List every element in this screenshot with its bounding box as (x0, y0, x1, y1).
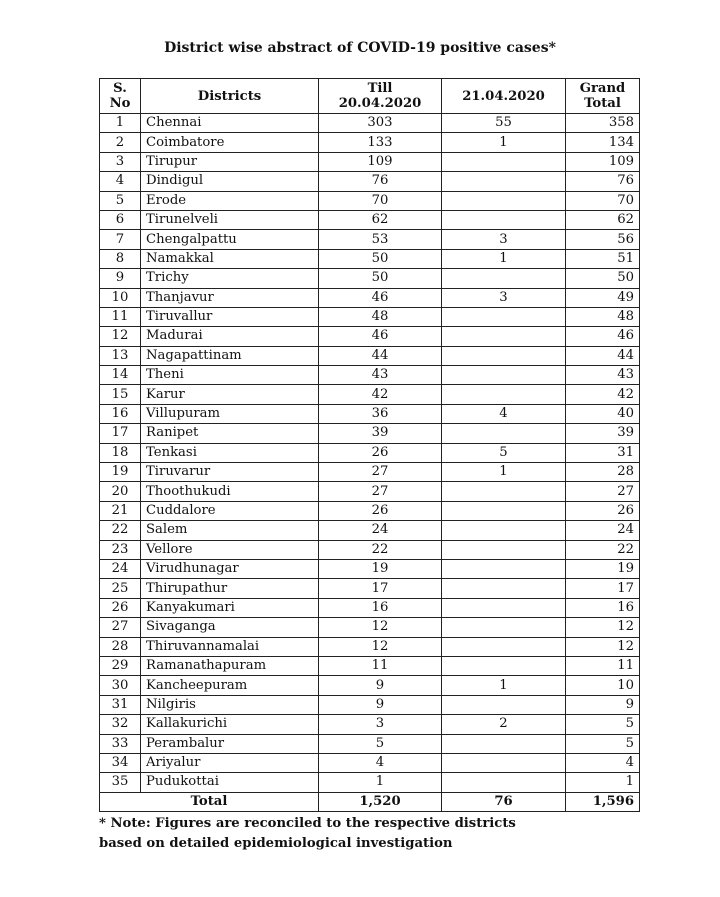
cell-today: 4 (442, 404, 566, 423)
cell-sno: 25 (100, 579, 141, 598)
cell-district: Chengalpattu (141, 230, 319, 249)
cell-district: Kallakurichi (141, 715, 319, 734)
cell-till: 11 (319, 656, 442, 675)
cell-district: Nilgiris (141, 695, 319, 714)
cell-today (442, 579, 566, 598)
cell-sno: 15 (100, 385, 141, 404)
cell-today: 1 (442, 249, 566, 268)
header-till (319, 79, 442, 114)
header-grand-line1: Grand (579, 81, 626, 96)
cell-till: 1 (319, 773, 442, 792)
header-till-line1: Till (367, 81, 393, 96)
cell-today (442, 191, 566, 210)
cell-today (442, 598, 566, 617)
cell-today: 1 (442, 133, 566, 152)
cell-today: 1 (442, 676, 566, 695)
cell-till: 9 (319, 695, 442, 714)
cell-grand-total: 5 (566, 734, 640, 753)
table-row (100, 715, 640, 734)
cell-district: Vellore (141, 540, 319, 559)
cell-sno: 1 (100, 114, 141, 133)
cell-today (442, 559, 566, 578)
cell-today (442, 269, 566, 288)
cell-grand-total: 11 (566, 656, 640, 675)
cell-district: Karur (141, 385, 319, 404)
cell-today (442, 307, 566, 326)
cell-grand-total: 27 (566, 482, 640, 501)
header-today: 21.04.2020 (442, 79, 566, 114)
table-row (100, 676, 640, 695)
cell-grand-total: 70 (566, 191, 640, 210)
cell-sno: 33 (100, 734, 141, 753)
cell-today: 3 (442, 288, 566, 307)
cell-grand-total: 22 (566, 540, 640, 559)
cell-till: 17 (319, 579, 442, 598)
table-row (100, 172, 640, 191)
cell-till: 76 (319, 172, 442, 191)
table-row (100, 773, 640, 792)
header-district: Districts (141, 79, 319, 114)
cell-till: 70 (319, 191, 442, 210)
cell-till: 36 (319, 404, 442, 423)
table-row (100, 656, 640, 675)
cell-grand-total: 12 (566, 637, 640, 656)
cell-till: 9 (319, 676, 442, 695)
cell-today: 5 (442, 443, 566, 462)
table-row (100, 501, 640, 520)
cell-sno: 34 (100, 753, 141, 772)
cell-till: 26 (319, 443, 442, 462)
cell-till: 50 (319, 269, 442, 288)
total-grand: 1,596 (566, 792, 640, 811)
cell-district: Chennai (141, 114, 319, 133)
cell-district: Perambalur (141, 734, 319, 753)
cell-district: Ariyalur (141, 753, 319, 772)
cell-sno: 13 (100, 346, 141, 365)
cell-district: Salem (141, 521, 319, 540)
cell-district: Thirupathur (141, 579, 319, 598)
table-row (100, 637, 640, 656)
cell-grand-total: 48 (566, 307, 640, 326)
table-row (100, 191, 640, 210)
cell-grand-total: 50 (566, 269, 640, 288)
cell-today: 55 (442, 114, 566, 133)
cell-sno: 18 (100, 443, 141, 462)
cell-till: 19 (319, 559, 442, 578)
cell-today (442, 327, 566, 346)
table-row (100, 521, 640, 540)
cell-sno: 31 (100, 695, 141, 714)
cell-grand-total: 109 (566, 152, 640, 171)
cell-till: 44 (319, 346, 442, 365)
cell-grand-total: 24 (566, 521, 640, 540)
cell-today (442, 501, 566, 520)
cell-district: Tenkasi (141, 443, 319, 462)
cell-grand-total: 26 (566, 501, 640, 520)
cell-sno: 9 (100, 269, 141, 288)
cell-till: 46 (319, 327, 442, 346)
cell-today (442, 482, 566, 501)
cell-sno: 19 (100, 463, 141, 482)
cell-grand-total: 17 (566, 579, 640, 598)
cell-grand-total: 40 (566, 404, 640, 423)
cell-district: Tiruvarur (141, 463, 319, 482)
cell-district: Ranipet (141, 424, 319, 443)
document-title: District wise abstract of COVID-19 positive cases* (164, 40, 556, 56)
total-till: 1,520 (319, 792, 442, 811)
cell-sno: 24 (100, 559, 141, 578)
cell-today (442, 734, 566, 753)
cell-sno: 22 (100, 521, 141, 540)
cell-sno: 3 (100, 152, 141, 171)
cell-today (442, 210, 566, 229)
cell-grand-total: 28 (566, 463, 640, 482)
cell-grand-total: 62 (566, 210, 640, 229)
cell-sno: 23 (100, 540, 141, 559)
cell-sno: 21 (100, 501, 141, 520)
cell-district: Kanyakumari (141, 598, 319, 617)
table-row (100, 210, 640, 229)
cell-today: 3 (442, 230, 566, 249)
table-row (100, 327, 640, 346)
cell-grand-total: 43 (566, 366, 640, 385)
cell-till: 16 (319, 598, 442, 617)
header-till-line2: 20.04.2020 (338, 96, 422, 111)
cell-today (442, 618, 566, 637)
cell-district: Tirunelveli (141, 210, 319, 229)
cell-till: 43 (319, 366, 442, 385)
table-row (100, 385, 640, 404)
cell-district: Pudukottai (141, 773, 319, 792)
table-row (100, 346, 640, 365)
cell-district: Villupuram (141, 404, 319, 423)
cell-grand-total: 42 (566, 385, 640, 404)
table-row (100, 734, 640, 753)
cell-till: 62 (319, 210, 442, 229)
cell-district: Namakkal (141, 249, 319, 268)
cell-till: 12 (319, 637, 442, 656)
cell-grand-total: 4 (566, 753, 640, 772)
cell-today (442, 656, 566, 675)
cell-sno: 11 (100, 307, 141, 326)
cell-sno: 4 (100, 172, 141, 191)
cell-grand-total: 49 (566, 288, 640, 307)
cell-district: Coimbatore (141, 133, 319, 152)
cell-till: 24 (319, 521, 442, 540)
cell-grand-total: 16 (566, 598, 640, 617)
cell-grand-total: 39 (566, 424, 640, 443)
cell-sno: 16 (100, 404, 141, 423)
cell-grand-total: 1 (566, 773, 640, 792)
cell-till: 12 (319, 618, 442, 637)
cell-till: 26 (319, 501, 442, 520)
cell-grand-total: 5 (566, 715, 640, 734)
cell-today (442, 637, 566, 656)
cell-grand-total: 19 (566, 559, 640, 578)
header-sno-line1: S. (113, 81, 127, 96)
header-grand-line2: Total (584, 96, 621, 111)
table-row (100, 404, 640, 423)
cell-today (442, 346, 566, 365)
cell-today (442, 540, 566, 559)
cell-today (442, 521, 566, 540)
table-row (100, 753, 640, 772)
cell-district: Cuddalore (141, 501, 319, 520)
cell-today (442, 152, 566, 171)
cell-sno: 7 (100, 230, 141, 249)
cell-grand-total: 51 (566, 249, 640, 268)
cell-sno: 32 (100, 715, 141, 734)
cell-grand-total: 31 (566, 443, 640, 462)
cell-till: 22 (319, 540, 442, 559)
footnote (99, 814, 516, 854)
cell-district: Dindigul (141, 172, 319, 191)
table-row (100, 443, 640, 462)
total-label: Total (100, 792, 319, 811)
cell-grand-total: 56 (566, 230, 640, 249)
cell-district: Tiruvallur (141, 307, 319, 326)
table-row (100, 540, 640, 559)
cell-district: Sivaganga (141, 618, 319, 637)
cell-today (442, 172, 566, 191)
cell-grand-total: 134 (566, 133, 640, 152)
cell-grand-total: 44 (566, 346, 640, 365)
cell-till: 42 (319, 385, 442, 404)
cell-sno: 35 (100, 773, 141, 792)
cell-sno: 5 (100, 191, 141, 210)
cell-district: Ramanathapuram (141, 656, 319, 675)
table-row (100, 307, 640, 326)
table-row (100, 249, 640, 268)
cell-district: Virudhunagar (141, 559, 319, 578)
cell-today (442, 695, 566, 714)
table-row (100, 463, 640, 482)
cell-sno: 6 (100, 210, 141, 229)
cell-sno: 10 (100, 288, 141, 307)
cell-district: Kancheepuram (141, 676, 319, 695)
cell-sno: 14 (100, 366, 141, 385)
table-row (100, 618, 640, 637)
cell-sno: 12 (100, 327, 141, 346)
table-row (100, 559, 640, 578)
cell-today: 1 (442, 463, 566, 482)
cell-sno: 28 (100, 637, 141, 656)
table-body (100, 114, 640, 793)
table-row (100, 598, 640, 617)
header-sno (100, 79, 141, 114)
cell-till: 27 (319, 482, 442, 501)
cell-district: Trichy (141, 269, 319, 288)
cell-grand-total: 10 (566, 676, 640, 695)
table-row (100, 579, 640, 598)
cell-till: 48 (319, 307, 442, 326)
cell-sno: 2 (100, 133, 141, 152)
cell-today (442, 773, 566, 792)
cell-till: 3 (319, 715, 442, 734)
cell-till: 27 (319, 463, 442, 482)
cell-till: 5 (319, 734, 442, 753)
cell-today (442, 424, 566, 443)
header-sno-line2: No (109, 96, 131, 111)
cell-today (442, 385, 566, 404)
district-cases-table (99, 78, 640, 812)
cell-sno: 8 (100, 249, 141, 268)
cell-grand-total: 76 (566, 172, 640, 191)
header-grand-total (566, 79, 640, 114)
cell-today (442, 366, 566, 385)
cell-grand-total: 9 (566, 695, 640, 714)
table-row (100, 366, 640, 385)
footnote-line1: * Note: Figures are reconciled to the respective districts (99, 816, 516, 831)
cell-till: 39 (319, 424, 442, 443)
cell-district: Thoothukudi (141, 482, 319, 501)
cell-sno: 26 (100, 598, 141, 617)
cell-district: Theni (141, 366, 319, 385)
table-row (100, 424, 640, 443)
cell-today: 2 (442, 715, 566, 734)
cell-sno: 30 (100, 676, 141, 695)
cell-sno: 17 (100, 424, 141, 443)
cell-district: Madurai (141, 327, 319, 346)
cell-district: Thanjavur (141, 288, 319, 307)
total-today: 76 (442, 792, 566, 811)
cell-grand-total: 46 (566, 327, 640, 346)
cell-district: Tirupur (141, 152, 319, 171)
cell-sno: 20 (100, 482, 141, 501)
cell-grand-total: 358 (566, 114, 640, 133)
cell-grand-total: 12 (566, 618, 640, 637)
table-row (100, 133, 640, 152)
cell-till: 4 (319, 753, 442, 772)
cell-till: 133 (319, 133, 442, 152)
table-row (100, 482, 640, 501)
cell-till: 53 (319, 230, 442, 249)
table-row (100, 230, 640, 249)
total-row (100, 792, 640, 811)
cell-till: 303 (319, 114, 442, 133)
cell-district: Erode (141, 191, 319, 210)
cell-till: 50 (319, 249, 442, 268)
table-row (100, 152, 640, 171)
cell-today (442, 753, 566, 772)
cell-till: 46 (319, 288, 442, 307)
cell-district: Thiruvannamalai (141, 637, 319, 656)
cell-sno: 29 (100, 656, 141, 675)
footnote-line2: based on detailed epidemiological investigation (99, 836, 453, 851)
table-header-row (100, 79, 640, 114)
table-row (100, 288, 640, 307)
table-row (100, 114, 640, 133)
table-row (100, 269, 640, 288)
table-row (100, 695, 640, 714)
cell-till: 109 (319, 152, 442, 171)
cell-sno: 27 (100, 618, 141, 637)
cell-district: Nagapattinam (141, 346, 319, 365)
